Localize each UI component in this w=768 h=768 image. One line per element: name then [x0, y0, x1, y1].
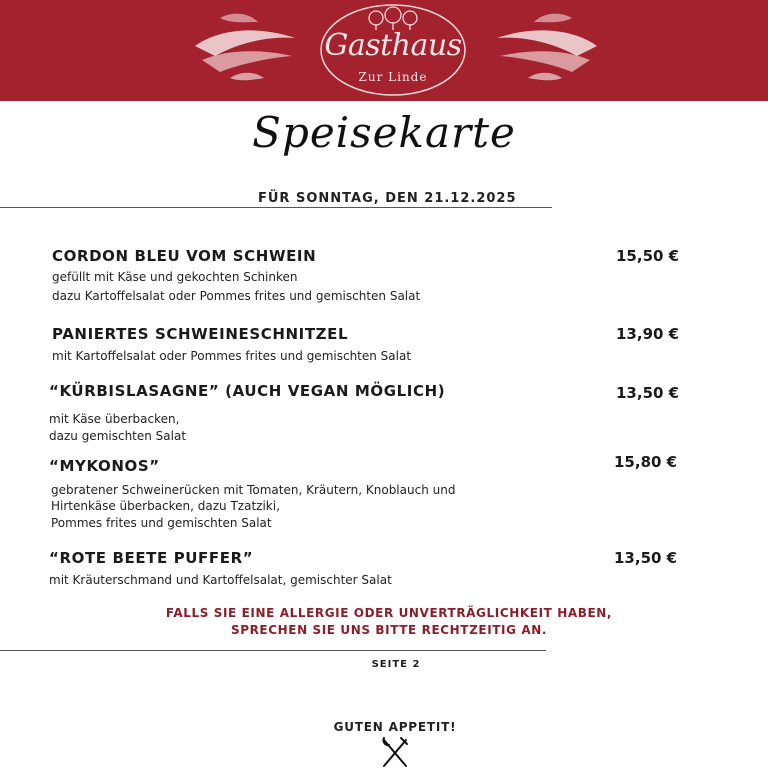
leaf-swirl-icon: [190, 8, 300, 88]
dish-name: CORDON BLEU VOM SCHWEIN: [52, 247, 317, 265]
logo: [318, 2, 468, 98]
dish-price: 15,80 €: [614, 453, 678, 471]
brand-name: Gasthaus: [324, 28, 462, 63]
allergy-note-line: FALLS SIE EINE ALLERGIE ODER UNVERTRÄGLICHKEIT HABEN,: [165, 606, 613, 620]
leaf-swirl-icon: [492, 8, 602, 88]
dish-name: “MYKONOS”: [49, 457, 160, 475]
closing-text: GUTEN APPETIT!: [333, 720, 457, 734]
dish-description: Pommes frites und gemischten Salat: [51, 516, 272, 530]
dish-description: mit Käse überbacken,: [49, 412, 180, 426]
dish-price: 13,50 €: [614, 549, 678, 567]
cutlery-icon: [380, 736, 410, 768]
dish-description: gebratener Schweinerücken mit Tomaten, Kräutern, Knoblauch und: [51, 483, 456, 497]
menu-title: Speisekarte: [252, 108, 516, 157]
dish-name: PANIERTES SCHWEINESCHNITZEL: [52, 325, 349, 343]
dish-description: Hirtenkäse überbacken, dazu Tzatziki,: [51, 499, 280, 513]
dish-description: mit Kräuterschmand und Kartoffelsalat, gemischter Salat: [49, 573, 392, 587]
dish-description: dazu Kartoffelsalat oder Pommes frites und gemischten Salat: [52, 289, 421, 303]
date-line: FÜR SONNTAG, DEN 21.12.2025: [258, 191, 517, 206]
divider: [0, 650, 546, 651]
dish-description: mit Kartoffelsalat oder Pommes frites und gemischten Salat: [52, 349, 412, 363]
allergy-note-line: SPRECHEN SIE UNS BITTE RECHTZEITIG AN.: [230, 623, 548, 637]
divider: [0, 207, 552, 208]
dish-name: “KÜRBISLASAGNE” (AUCH VEGAN MÖGLICH): [49, 382, 446, 400]
page-number: SEITE 2: [371, 659, 421, 670]
brand-subtitle: Zur Linde: [358, 70, 428, 84]
dish-price: 13,50 €: [616, 384, 680, 402]
dish-description: gefüllt mit Käse und gekochten Schinken: [52, 270, 298, 284]
header-banner: [0, 0, 768, 101]
dish-price: 15,50 €: [616, 247, 680, 265]
dish-name: “ROTE BEETE PUFFER”: [49, 549, 254, 567]
allergy-note: [0, 605, 768, 639]
trees-icon: [369, 7, 417, 30]
dish-price: 13,90 €: [616, 325, 680, 343]
dish-description: dazu gemischten Salat: [49, 429, 187, 443]
